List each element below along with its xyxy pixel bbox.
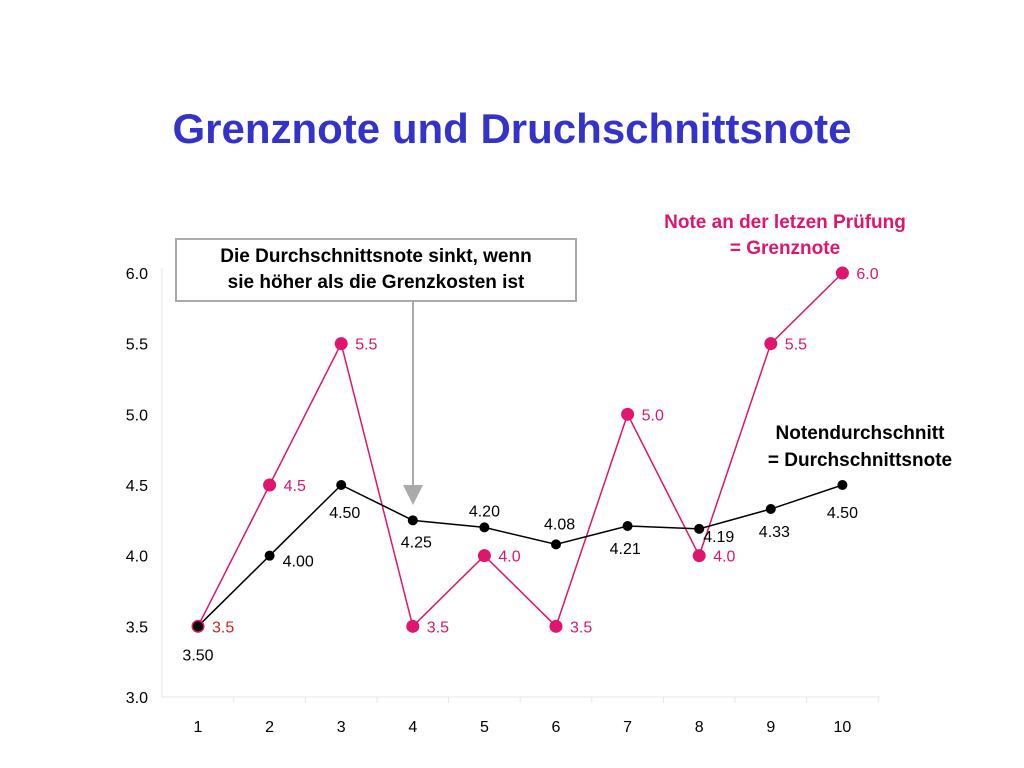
x-tick-label: 8 [694,719,704,736]
grenznote-point [693,549,706,562]
y-tick-label: 6.0 [125,266,148,283]
x-tick-label: 6 [551,719,561,736]
durchschnitt-legend-line1: Notendurchschnitt [775,423,945,444]
grenznote-point [335,337,348,350]
y-tick-label: 3.0 [125,690,148,707]
durchschnitt-data-label: 4.19 [703,528,735,546]
x-tick-label: 3 [336,719,346,736]
durchschnitt-data-label: 4.21 [609,540,641,558]
grenznote-point [621,408,634,421]
grenznote-point [550,620,563,633]
grenznote-data-label: 4.5 [283,478,306,495]
durchschnitt-point [408,515,418,525]
annotation-box-line1: Die Durchschnittsnote sinkt, wenn [220,246,532,267]
annotation-box-line2: sie höher als die Grenzkosten ist [227,272,525,293]
durchschnitt-data-label: 4.20 [468,503,500,521]
grenznote-point [836,267,849,280]
durchschnitt-point [551,539,561,549]
durchschnitt-data-label: 4.33 [758,524,790,542]
durchschnitt-point [766,504,776,514]
x-tick-label: 2 [265,719,275,736]
durchschnitt-point [193,621,203,631]
grenznote-legend-line1: Note an der letzen Prüfung [664,212,906,233]
durchschnitt-data-label: 4.00 [282,553,314,571]
grenznote-point [406,620,419,633]
y-tick-label: 5.5 [125,336,148,354]
x-tick-label: 5 [479,719,489,736]
grenznote-point [478,549,491,562]
durchschnitt-legend-line2: = Durchschnittsnote [767,450,953,471]
grenznote-legend [620,210,950,262]
grenznote-legend-line2: = Grenznote [729,238,841,259]
grenznote-data-label: 6.0 [856,266,879,283]
grenznote-data-label: 4.0 [713,548,736,566]
durchschnitt-point [479,522,489,532]
grenznote-data-label: 5.5 [355,336,378,354]
axes [126,266,880,736]
x-tick-label: 10 [833,719,852,736]
grenznote-data-label: 3.5 [212,619,235,637]
grenznote-point [764,337,777,350]
y-tick-label: 4.5 [125,478,148,495]
durchschnitt-point [265,551,275,561]
durchschnitt-point [837,480,847,490]
slide-title: Grenznote und Druchschnittsnote [172,105,852,152]
grenznote-data-label: 3.5 [426,619,450,637]
x-tick-label: 1 [193,719,203,736]
x-tick-label: 7 [623,719,633,736]
y-tick-label: 5.0 [125,407,148,425]
durchschnitt-point [623,521,633,531]
durchschnitt-data-label: 4.25 [400,534,432,552]
durchschnitt-point [336,480,346,490]
grenznote-data-label: 5.5 [784,336,808,354]
durchschnitt-data-label: 4.08 [544,516,576,534]
x-tick-label: 9 [766,719,776,736]
grenznote-point [263,479,276,492]
grenznote-data-label: 5.0 [641,407,664,425]
durchschnitt-data-label: 4.50 [826,505,858,522]
annotation-box [175,238,577,302]
durchschnitt-data-label: 4.50 [329,505,361,522]
durchschnitt-legend [740,420,980,474]
grenznote-data-label: 4.0 [498,548,521,566]
y-tick-label: 4.0 [125,548,148,566]
x-tick-label: 4 [408,719,418,736]
grenznote-data-label: 3.5 [570,619,593,637]
y-tick-label: 3.5 [125,619,148,637]
durchschnitt-data-label: 3.50 [182,647,214,665]
